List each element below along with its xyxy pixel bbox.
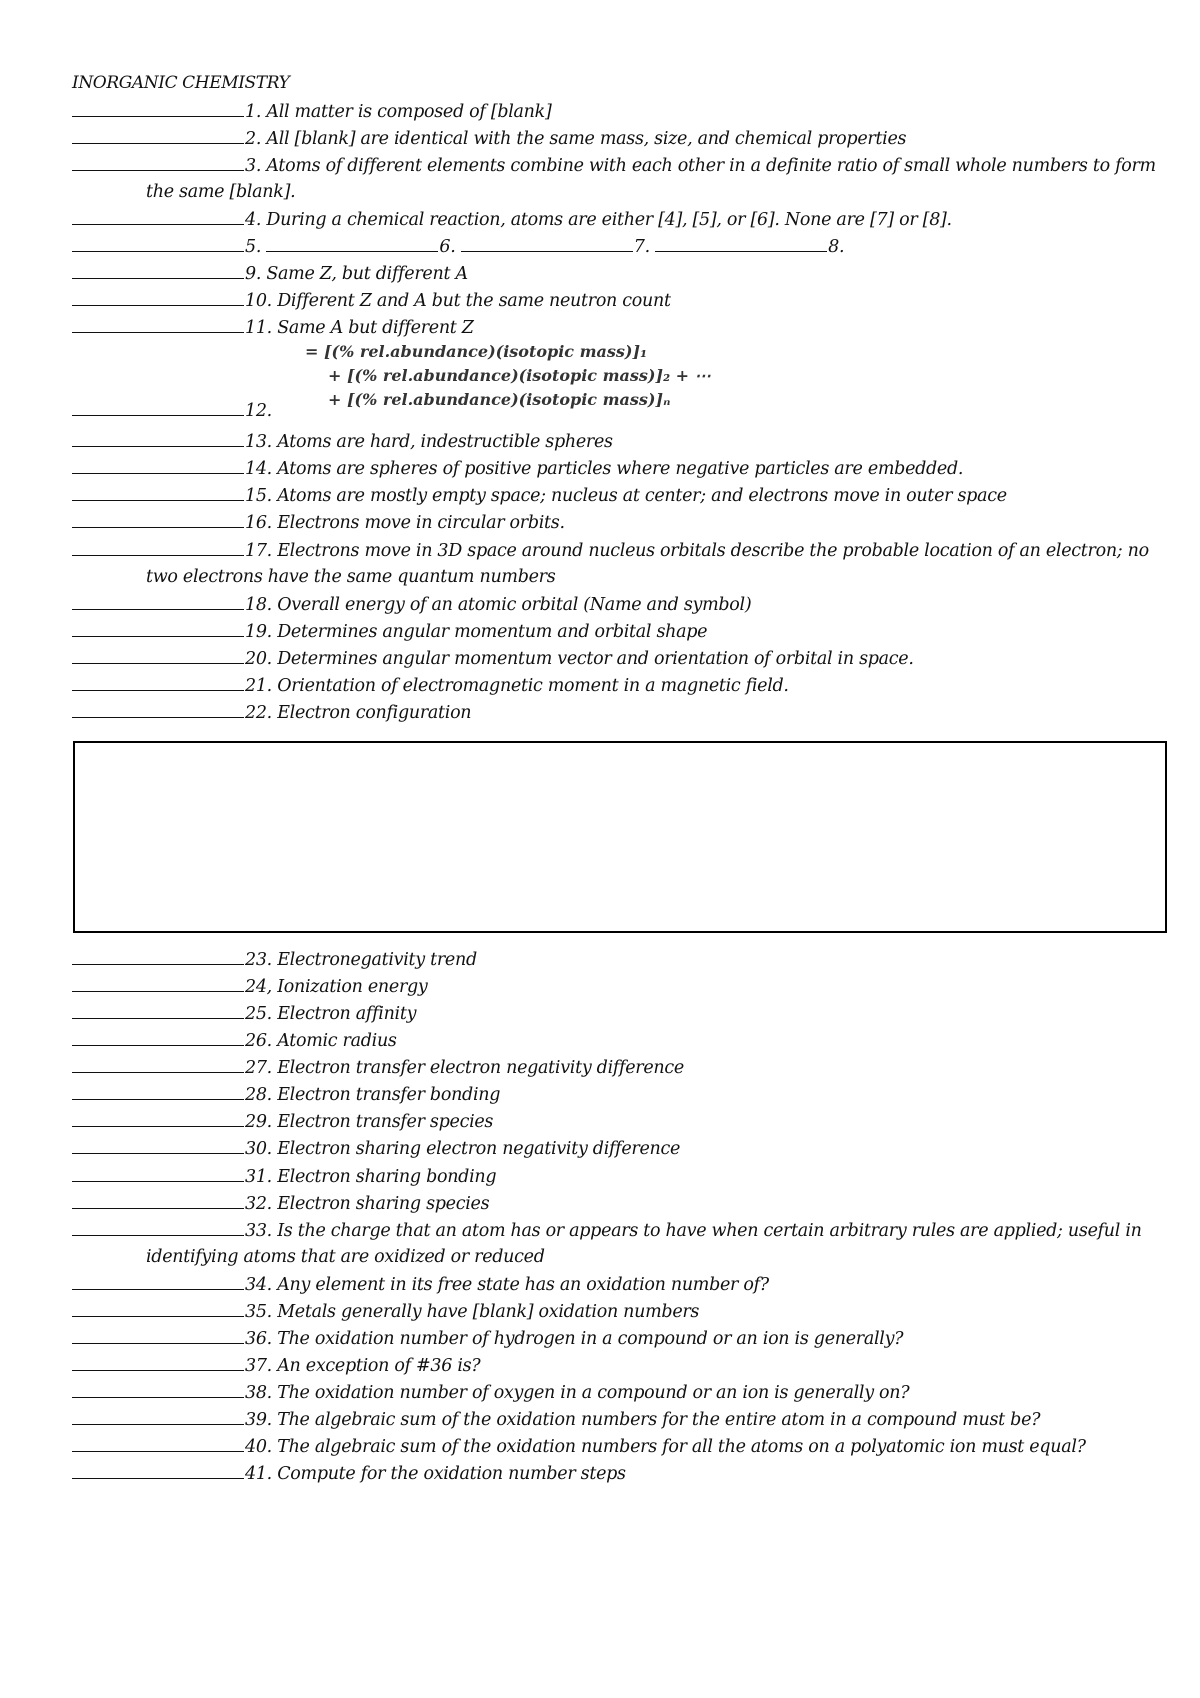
answer-blank[interactable] [72, 485, 244, 501]
answer-blank[interactable] [72, 540, 244, 556]
question-9: 9. Same Z, but different A [72, 263, 468, 284]
answer-blank[interactable] [72, 458, 244, 474]
answer-blank[interactable] [266, 236, 438, 252]
question-15: 15. Atoms are mostly empty space; nucleus at center; and electrons move in outer space [72, 485, 1007, 506]
average-atomic-mass-formula-line-1: = [(% rel.abundance)(isotopic mass)]₁ [305, 342, 648, 361]
answer-blank[interactable] [72, 1409, 244, 1425]
question-41: 41. Compute for the oxidation number steps [72, 1463, 626, 1484]
answer-blank[interactable] [72, 1057, 244, 1073]
question-33: 33. Is the charge that an atom has or appears to have when certain arbitrary rules are applied; useful in [72, 1220, 1142, 1241]
answer-blank[interactable] [655, 236, 827, 252]
question-1: 1. All matter is composed of [blank] [72, 101, 551, 122]
question-38: 38. The oxidation number of oxygen in a compound or an ion is generally on? [72, 1382, 909, 1403]
question-12: 12. [72, 400, 272, 421]
answer-blank[interactable] [72, 621, 244, 637]
answer-blank[interactable] [72, 594, 244, 610]
question-27: 27. Electron transfer electron negativity difference [72, 1057, 684, 1078]
question-18: 18. Overall energy of an atomic orbital (Name and symbol) [72, 594, 751, 615]
answer-blank[interactable] [461, 236, 633, 252]
question-23: 23. Electronegativity trend [72, 949, 477, 970]
answer-blank[interactable] [72, 1463, 244, 1479]
question-14: 14. Atoms are spheres of positive particles where negative particles are embedded. [72, 458, 963, 479]
answer-blank[interactable] [72, 431, 244, 447]
question-37: 37. An exception of #36 is? [72, 1355, 480, 1376]
answer-blank[interactable] [72, 1111, 244, 1127]
question-24: 24, Ionization energy [72, 976, 428, 997]
answer-blank[interactable] [72, 1003, 244, 1019]
answer-blank[interactable] [72, 1382, 244, 1398]
question-21: 21. Orientation of electromagnetic moment in a magnetic field. [72, 675, 789, 696]
question-35: 35. Metals generally have [blank] oxidation numbers [72, 1301, 699, 1322]
questions-5-to-8: 5. 6. 7. 8. [72, 236, 844, 257]
answer-blank[interactable] [72, 1355, 244, 1371]
question-13: 13. Atoms are hard, indestructible spheres [72, 431, 613, 452]
answer-blank[interactable] [72, 1436, 244, 1452]
question-11: 11. Same A but different Z [72, 317, 474, 338]
answer-blank[interactable] [72, 1193, 244, 1209]
answer-blank[interactable] [72, 400, 244, 416]
answer-blank[interactable] [72, 1030, 244, 1046]
question-2: 2. All [blank] are identical with the same mass, size, and chemical properties [72, 128, 906, 149]
answer-blank[interactable] [72, 1084, 244, 1100]
question-4: 4. During a chemical reaction, atoms are either [4], [5], or [6]. None are [7] or [8]. [72, 209, 952, 230]
question-34: 34. Any element in its free state has an oxidation number of? [72, 1274, 769, 1295]
question-30: 30. Electron sharing electron negativity difference [72, 1138, 680, 1159]
answer-blank[interactable] [72, 101, 244, 117]
answer-blank[interactable] [72, 675, 244, 691]
answer-blank[interactable] [72, 1138, 244, 1154]
question-29: 29. Electron transfer species [72, 1111, 493, 1132]
electron-configuration-answer-box[interactable] [73, 741, 1167, 933]
answer-blank[interactable] [72, 317, 244, 333]
answer-blank[interactable] [72, 1166, 244, 1182]
question-40: 40. The algebraic sum of the oxidation numbers for all the atoms on a polyatomic ion must equal? [72, 1436, 1086, 1457]
question-25: 25. Electron affinity [72, 1003, 416, 1024]
question-16: 16. Electrons move in circular orbits. [72, 512, 565, 533]
answer-blank[interactable] [72, 128, 244, 144]
answer-blank[interactable] [72, 263, 244, 279]
question-26: 26. Atomic radius [72, 1030, 397, 1051]
average-atomic-mass-formula-line-3: + [(% rel.abundance)(isotopic mass)]ₙ [328, 390, 671, 409]
question-32: 32. Electron sharing species [72, 1193, 489, 1214]
question-17: 17. Electrons move in 3D space around nucleus orbitals describe the probable location of an electron; no [72, 540, 1149, 561]
answer-blank[interactable] [72, 236, 244, 252]
question-10: 10. Different Z and A but the same neutron count [72, 290, 671, 311]
answer-blank[interactable] [72, 976, 244, 992]
answer-blank[interactable] [72, 1328, 244, 1344]
page-title: INORGANIC CHEMISTRY [72, 73, 290, 93]
answer-blank[interactable] [72, 702, 244, 718]
question-22: 22. Electron configuration [72, 702, 471, 723]
question-19: 19. Determines angular momentum and orbital shape [72, 621, 707, 642]
question-3: 3. Atoms of different elements combine with each other in a definite ratio of small whole numbers to form [72, 155, 1156, 176]
question-39: 39. The algebraic sum of the oxidation numbers for the entire atom in a compound must be? [72, 1409, 1040, 1430]
average-atomic-mass-formula-line-2: + [(% rel.abundance)(isotopic mass)]₂ + ⋯ [328, 366, 711, 385]
answer-blank[interactable] [72, 1220, 244, 1236]
question-36: 36. The oxidation number of hydrogen in a compound or an ion is generally? [72, 1328, 903, 1349]
answer-blank[interactable] [72, 648, 244, 664]
question-33-continued: identifying atoms that are oxidized or reduced [146, 1247, 545, 1267]
answer-blank[interactable] [72, 209, 244, 225]
answer-blank[interactable] [72, 512, 244, 528]
question-20: 20. Determines angular momentum vector and orientation of orbital in space. [72, 648, 914, 669]
answer-blank[interactable] [72, 1301, 244, 1317]
question-31: 31. Electron sharing bonding [72, 1166, 496, 1187]
answer-blank[interactable] [72, 949, 244, 965]
answer-blank[interactable] [72, 290, 244, 306]
question-17-continued: two electrons have the same quantum numbers [146, 567, 556, 587]
question-3-continued: the same [blank]. [146, 182, 296, 202]
answer-blank[interactable] [72, 1274, 244, 1290]
question-28: 28. Electron transfer bonding [72, 1084, 500, 1105]
answer-blank[interactable] [72, 155, 244, 171]
